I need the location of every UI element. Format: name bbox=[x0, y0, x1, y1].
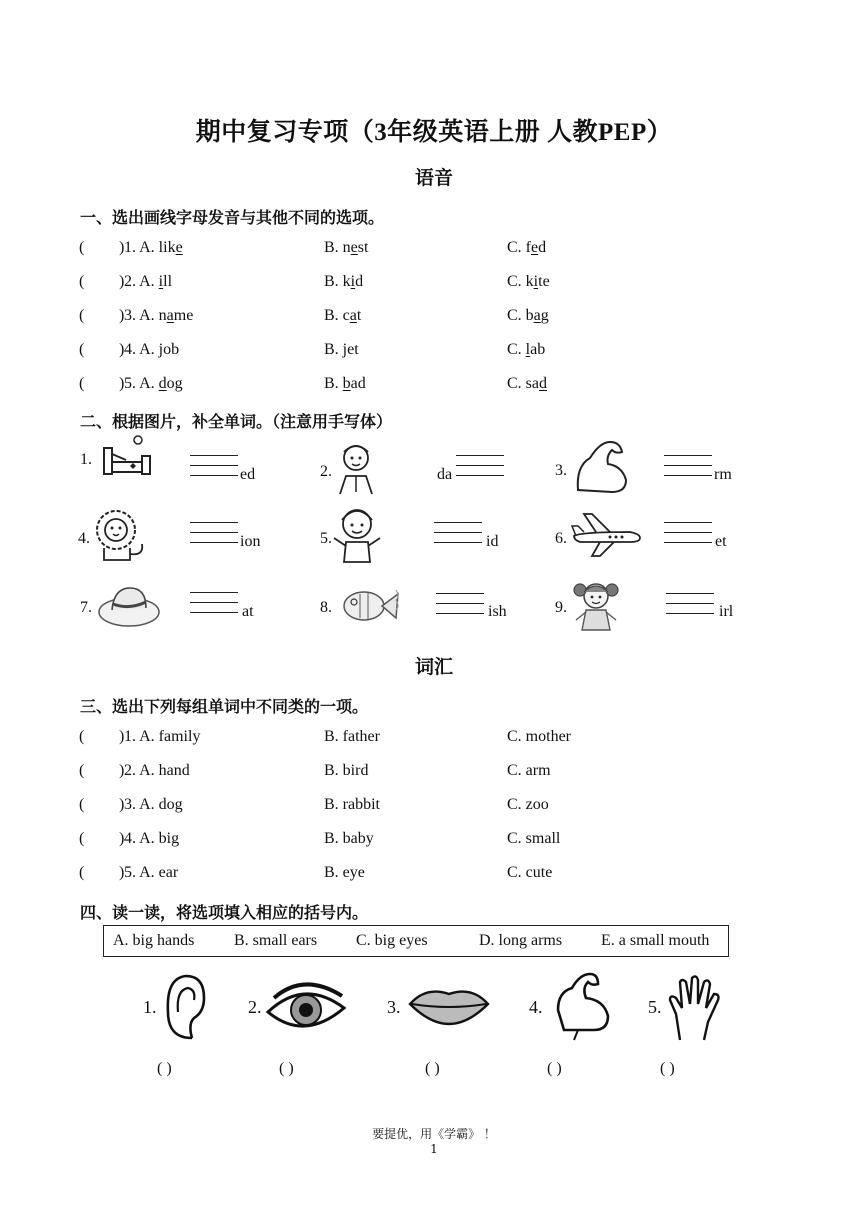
q9-writing-lines[interactable] bbox=[666, 593, 714, 629]
part2-heading: 二、根据图片，补全单词。（注意用手写体） bbox=[80, 412, 393, 431]
answer-paren-open[interactable]: ( bbox=[79, 273, 85, 290]
underlined-letter: b bbox=[342, 375, 351, 392]
q1-number: 1. bbox=[80, 451, 92, 468]
answer-paren-close: ) bbox=[119, 307, 125, 324]
answer-paren-close: ) bbox=[119, 864, 125, 881]
answer-paren-open[interactable]: ( bbox=[79, 864, 85, 881]
underlined-letter: a bbox=[349, 307, 357, 324]
option-a: 2. A. hand bbox=[124, 762, 190, 779]
q8-suffix: ish bbox=[488, 603, 507, 620]
option-c: C. small bbox=[507, 830, 561, 847]
word-part: et bbox=[347, 341, 359, 358]
pic5-number: 5. bbox=[648, 997, 662, 1017]
option-b bbox=[324, 307, 361, 325]
underlined-letter: d bbox=[158, 375, 167, 392]
option-b bbox=[324, 239, 368, 257]
q5-writing-lines[interactable] bbox=[434, 522, 482, 558]
q7-number: 7. bbox=[80, 599, 92, 616]
part4-heading: 四、读一读，将选项填入相应的括号内。 bbox=[80, 903, 369, 922]
section-title-vocab: 词汇 bbox=[414, 657, 453, 678]
jet-icon bbox=[570, 510, 642, 560]
word-part: 5. A. bbox=[124, 375, 159, 392]
word-part: me bbox=[173, 307, 194, 324]
pic1-number: 1. bbox=[143, 997, 157, 1017]
answer-paren-close: ) bbox=[119, 762, 125, 779]
page-number: 1 bbox=[430, 1142, 438, 1156]
q1-writing-lines[interactable] bbox=[190, 455, 238, 491]
q2-prefix: da bbox=[437, 466, 453, 483]
word-part: C. b bbox=[507, 307, 534, 324]
answer-paren-close: ) bbox=[119, 239, 125, 256]
word-part: B. c bbox=[324, 307, 350, 324]
option-c: C. big eyes bbox=[356, 932, 428, 949]
pic4-number: 4. bbox=[529, 997, 543, 1017]
page-title: 期中复习专项（3年级英语上册 人教PEP） bbox=[195, 119, 673, 146]
q3-suffix: rm bbox=[714, 466, 732, 483]
option-a: 5. A. ear bbox=[124, 864, 179, 881]
option-c: C. arm bbox=[507, 762, 551, 779]
underlined-letter: e bbox=[531, 239, 539, 256]
answer-paren-open[interactable]: ( bbox=[79, 307, 85, 324]
option-a: 3. A. dog bbox=[124, 796, 183, 813]
pic5-answer-blank[interactable]: ( ) bbox=[660, 1060, 675, 1077]
underlined-letter: e bbox=[350, 239, 358, 256]
option-a bbox=[124, 307, 193, 325]
word-part: B. bbox=[324, 375, 343, 392]
underlined-letter: i bbox=[158, 273, 164, 290]
word-part: g bbox=[540, 307, 549, 324]
q6-number: 6. bbox=[555, 530, 567, 547]
answer-paren-open[interactable]: ( bbox=[79, 375, 85, 392]
word-part: t bbox=[356, 307, 362, 324]
word-part: 1. A. bbox=[124, 239, 159, 256]
option-a: 4. A. big bbox=[124, 830, 180, 847]
pic3-number: 3. bbox=[387, 997, 401, 1017]
fish-icon bbox=[336, 580, 406, 630]
mouth-icon bbox=[406, 984, 492, 1026]
q6-suffix: et bbox=[715, 533, 727, 550]
underlined-letter: i bbox=[350, 273, 356, 290]
option-c bbox=[507, 375, 547, 393]
q7-suffix: at bbox=[242, 603, 254, 620]
word-part: ob bbox=[163, 341, 180, 358]
underlined-letter: e bbox=[175, 239, 183, 256]
option-c: C. zoo bbox=[507, 796, 549, 813]
option-b: B. baby bbox=[324, 830, 374, 847]
q2-writing-lines[interactable] bbox=[456, 455, 504, 491]
option-b: B. bird bbox=[324, 762, 369, 779]
word-part: og bbox=[166, 375, 183, 392]
word-part: d bbox=[355, 273, 364, 290]
pic1-answer-blank[interactable]: ( ) bbox=[157, 1060, 172, 1077]
part1-heading: 一、选出画线字母发音与其他不同的选项。 bbox=[80, 208, 385, 227]
pic2-number: 2. bbox=[248, 997, 262, 1017]
answer-paren-close: ) bbox=[119, 273, 125, 290]
part3-heading: 三、选出下列每组单词中不同类的一项。 bbox=[80, 697, 369, 716]
option-a bbox=[124, 239, 183, 257]
q4-writing-lines[interactable] bbox=[190, 522, 238, 558]
word-part: C. f bbox=[507, 239, 531, 256]
option-b: B. small ears bbox=[234, 932, 318, 949]
section-title-phonics: 语音 bbox=[414, 168, 453, 189]
underlined-letter: j bbox=[342, 341, 348, 358]
word-part: 3. A. bbox=[124, 307, 159, 324]
answer-paren-open[interactable]: ( bbox=[79, 830, 85, 847]
option-box bbox=[103, 925, 729, 957]
answer-paren-open[interactable]: ( bbox=[79, 341, 85, 358]
word-part: B. k bbox=[324, 273, 351, 290]
word-part: ll bbox=[163, 273, 173, 290]
word-part: lik bbox=[158, 239, 176, 256]
lion-icon bbox=[90, 508, 150, 562]
eye-icon bbox=[264, 978, 348, 1038]
underlined-letter: a bbox=[533, 307, 541, 324]
option-c bbox=[507, 341, 545, 359]
word-part: B. bbox=[324, 341, 343, 358]
answer-paren-close: ) bbox=[119, 796, 125, 813]
ear-icon bbox=[162, 972, 208, 1042]
option-a bbox=[124, 273, 172, 291]
q4-number: 4. bbox=[78, 530, 90, 547]
underlined-letter: d bbox=[539, 375, 547, 392]
girl-icon bbox=[570, 578, 622, 634]
word-part: ad bbox=[350, 375, 366, 392]
option-a: A. big hands bbox=[113, 932, 195, 949]
q3-writing-lines[interactable] bbox=[664, 455, 712, 491]
word-part: C. bbox=[507, 341, 526, 358]
q8-number: 8. bbox=[320, 599, 332, 616]
word-part: 4. A. bbox=[124, 341, 159, 358]
kid-icon bbox=[332, 504, 382, 568]
q1-suffix: ed bbox=[240, 466, 256, 483]
underlined-letter: i bbox=[533, 273, 539, 290]
option-c bbox=[507, 273, 550, 291]
answer-paren-close: ) bbox=[119, 830, 125, 847]
option-a bbox=[124, 341, 179, 359]
q8-writing-lines[interactable] bbox=[436, 593, 484, 629]
footer-slogan: 要提优，用《学霸》 ！ bbox=[372, 1127, 496, 1141]
q4-suffix: ion bbox=[240, 533, 261, 550]
dad-icon bbox=[334, 440, 378, 496]
q3-number: 3. bbox=[555, 462, 567, 479]
option-b: B. rabbit bbox=[324, 796, 380, 813]
option-c bbox=[507, 307, 549, 325]
answer-paren-open[interactable]: ( bbox=[79, 728, 85, 745]
word-part: C. k bbox=[507, 273, 534, 290]
underlined-letter: j bbox=[158, 341, 164, 358]
word-part: B. n bbox=[324, 239, 351, 256]
pic2-answer-blank[interactable]: ( ) bbox=[279, 1060, 294, 1077]
answer-paren-open[interactable]: ( bbox=[79, 239, 85, 256]
q5-number: 5. bbox=[320, 530, 332, 547]
q9-suffix: irl bbox=[719, 603, 734, 620]
q6-writing-lines[interactable] bbox=[664, 522, 712, 558]
option-b: B. eye bbox=[324, 864, 365, 881]
option-b bbox=[324, 375, 366, 393]
word-part: ab bbox=[530, 341, 546, 358]
q7-writing-lines[interactable] bbox=[190, 592, 238, 628]
arm-icon bbox=[550, 970, 614, 1042]
option-b: B. father bbox=[324, 728, 380, 745]
bed-icon bbox=[100, 434, 160, 478]
option-c: C. mother bbox=[507, 728, 571, 745]
hand-icon bbox=[666, 974, 722, 1042]
word-part: d bbox=[538, 239, 547, 256]
word-part: st bbox=[357, 239, 369, 256]
word-part: te bbox=[538, 273, 550, 290]
underlined-letter: l bbox=[525, 341, 531, 358]
answer-paren-close: ) bbox=[119, 341, 125, 358]
word-part: C. sa bbox=[507, 375, 539, 392]
option-b bbox=[324, 273, 363, 291]
answer-paren-close: ) bbox=[119, 375, 125, 392]
option-e: E. a small mouth bbox=[601, 932, 710, 949]
arm-icon bbox=[572, 436, 632, 496]
answer-paren-close: ) bbox=[119, 728, 125, 745]
word-part: 2. A. bbox=[124, 273, 159, 290]
hat-icon bbox=[96, 582, 162, 630]
option-a: 1. A. family bbox=[124, 728, 201, 745]
option-b bbox=[324, 341, 359, 359]
underlined-letter: a bbox=[166, 307, 174, 324]
q5-suffix: id bbox=[486, 533, 499, 550]
option-c: C. cute bbox=[507, 864, 553, 881]
option-d: D. long arms bbox=[479, 932, 563, 949]
pic4-answer-blank[interactable]: ( ) bbox=[547, 1060, 562, 1077]
word-part: n bbox=[158, 307, 167, 324]
answer-paren-open[interactable]: ( bbox=[79, 762, 85, 779]
pic3-answer-blank[interactable]: ( ) bbox=[425, 1060, 440, 1077]
option-a bbox=[124, 375, 183, 393]
q9-number: 9. bbox=[555, 599, 567, 616]
answer-paren-open[interactable]: ( bbox=[79, 796, 85, 813]
option-c bbox=[507, 239, 546, 257]
q2-number: 2. bbox=[320, 463, 332, 480]
